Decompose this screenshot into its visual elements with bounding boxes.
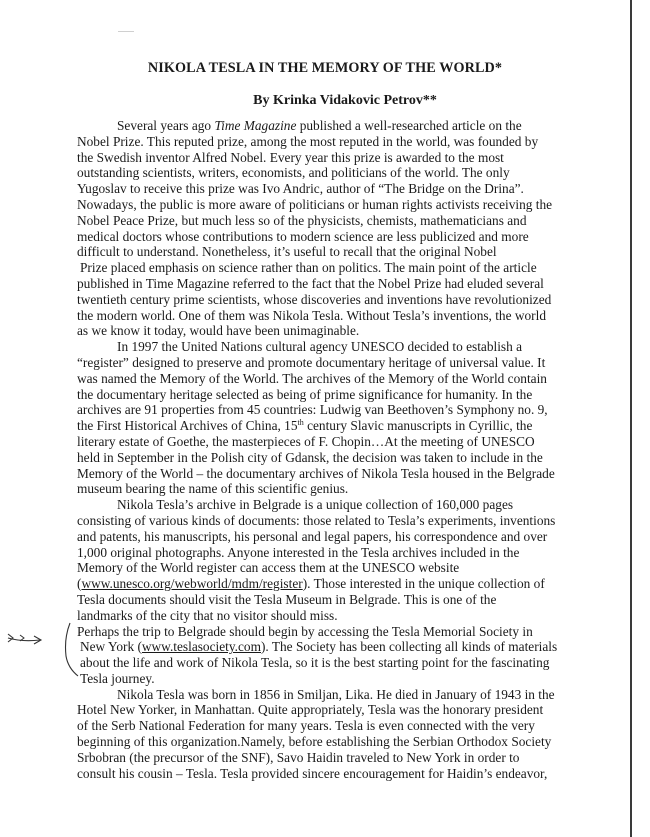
text-line: In 1997 the United Nations cultural agency UNESCO decided to establish a: [117, 339, 523, 355]
text-line: and patents, his manuscripts, his personal and legal papers, his correspondence and over: [77, 528, 548, 544]
text-line: Perhaps the trip to Belgrade should begin by accessing the Tesla Memorial Society in: [77, 623, 533, 639]
text-line: Srbobran (the precursor of the SNF), Savo Haidin traveled to New York in order to: [77, 749, 520, 765]
text-line: Prize placed emphasis on science rather than on politics. The main point of the article: [80, 260, 537, 276]
text-line: literary estate of Goethe, the masterpieces of F. Chopin…At the meeting of UNESCO: [77, 433, 535, 449]
text-line: consult his cousin – Tesla. Tesla provided sincere encouragement for Haidin’s endeavor,: [77, 765, 548, 781]
text-line: museum bearing the name of this scientific genius.: [77, 481, 349, 497]
text-line: Memory of the World register can access them at the UNESCO website: [77, 560, 460, 576]
text-line: “register” designed to preserve and promote documentary heritage of universal value. It: [77, 354, 546, 370]
text-line: outstanding scientists, writers, economists, and politicians of the world. The only: [77, 165, 510, 181]
handwritten-arrow-mark: [0, 618, 80, 678]
scan-mark: [118, 31, 134, 32]
text-line: medical doctors whose contributions to modern science are less publicized and more: [77, 228, 529, 244]
text-line: the Swedish inventor Alfred Nobel. Every year this prize is awarded to the most: [77, 149, 504, 165]
text-line: the First Historical Archives of China, 15th century Slavic manuscripts in Cyrillic, the: [77, 418, 533, 434]
text-line: as we know it today, would have been unimaginable.: [77, 323, 360, 339]
text-line: Nikola Tesla was born in 1856 in Smiljan, Lika. He died in January of 1943 in the: [117, 686, 555, 702]
text-line: New York (www.teslasociety.com). The Society has been collecting all kinds of materials: [80, 639, 558, 655]
text-line: the documentary heritage selected as being of prime significance for humanity. In the: [77, 386, 533, 402]
text-line: about the life and work of Nikola Tesla, so it is the best starting point for the fascinating: [80, 655, 550, 671]
text-line: consisting of various kinds of documents: those related to Tesla’s experiments, inventions: [77, 512, 556, 528]
text-line: was named the Memory of the World. The archives of the Memory of the World contain: [77, 370, 547, 386]
text-line: Nobel Peace Prize, but much less so of the physicists, chemists, mathematicians and: [77, 212, 527, 228]
text-line: Yugoslav to receive this prize was Ivo Andric, author of “The Bridge on the Drina”.: [77, 181, 524, 197]
text-line: of the Serb National Federation for many years. Tesla is even connected with the very: [77, 718, 535, 734]
text-line: archives are 91 properties from 45 countries: Ludwig van Beethoven’s Symphony no. 9,: [77, 402, 548, 418]
text-line: Several years ago Time Magazine published a well-researched article on the: [117, 118, 522, 133]
text-line: landmarks of the city that no visitor should miss.: [77, 607, 338, 623]
text-line: beginning of this organization.Namely, before establishing the Serbian Orthodox Society: [77, 734, 552, 750]
text-line: Nobel Prize. This reputed prize, among the most reputed in the world, was founded by: [77, 133, 539, 149]
text-line: Tesla documents should visit the Tesla Museum in Belgrade. This is one of the: [77, 591, 497, 607]
text-line: the modern world. One of them was Nikola Tesla. Without Tesla’s inventions, the world: [77, 307, 546, 323]
text-line: Tesla journey.: [80, 670, 155, 686]
text-line: published in Time Magazine referred to the fact that the Nobel Prize had eluded several: [77, 275, 544, 291]
text-line: difficult to understand. Nonetheless, it’s useful to recall that the original Nobel: [77, 244, 497, 260]
text-line: (www.unesco.org/webworld/mdm/register). Those interested in the unique collection of: [77, 576, 545, 592]
text-line: Nowadays, the public is more aware of politicians or human rights activists receiving the: [77, 196, 553, 212]
text-line: Nikola Tesla’s archive in Belgrade is a unique collection of 160,000 pages: [117, 497, 514, 513]
text-line: twentieth century prime scientists, whose discoveries and inventions have revolutionized: [77, 291, 552, 307]
text-line: Hotel New Yorker, in Manhattan. Quite appropriately, Tesla was the honorary president: [77, 702, 544, 718]
text-line: Memory of the World – the documentary archives of Nikola Tesla housed in the Belgrade: [77, 465, 555, 481]
text-line: 1,000 original photographs. Anyone interested in the Tesla archives included in the: [77, 544, 520, 560]
page-edge: [630, 0, 632, 837]
document-author: By Krinka Vidakovic Petrov**: [253, 93, 437, 108]
text-line: held in September in the Polish city of Gdansk, the decision was taken to include in the: [77, 449, 543, 465]
document-title: NIKOLA TESLA IN THE MEMORY OF THE WORLD*: [147, 60, 503, 76]
document-body: [77, 118, 643, 781]
